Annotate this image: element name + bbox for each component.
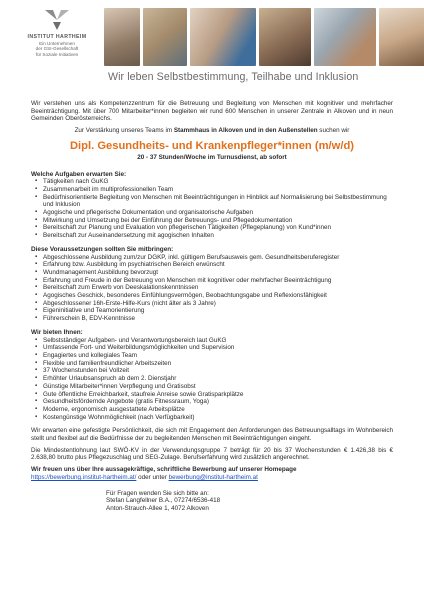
expectation-paragraph: Wir erwarten eine gefestigte Persönlichkeit, die sich mit Engagement den Anforderungen des Betreuungsalltags im Wohnbereich stellt und flexibel auf die Bedürfnisse der zu begleitenden Menschen mit Beeinträchtigungen eingeht. bbox=[31, 427, 393, 443]
list-item: ▪ Abgeschlossene Ausbildung zum/zur DGKP, inkl. gültigem Berufsausweis gem. Gesundheitsberuferegister bbox=[43, 254, 393, 262]
list-item: ▪ Agogische und pflegerische Dokumentation und organisatorische Aufgaben bbox=[43, 209, 393, 217]
application-homepage-link[interactable]: https://bewerbung.institut-hartheim.at/ bbox=[31, 473, 137, 481]
list-item: ▪ Engagiertes und kollegiales Team bbox=[43, 352, 393, 360]
offers-heading: Wir bieten Ihnen: bbox=[31, 328, 83, 336]
logo-subtitle: Ein Unternehmen der GSI-Gesellschaft für Soziale Initiativen bbox=[35, 41, 79, 57]
list-item: ▪ Tätigkeiten nach GuKG bbox=[43, 178, 393, 186]
job-hours: 20 - 37 Stunden/Woche im Turnusdienst, ab sofort bbox=[137, 153, 287, 161]
list-item: ▪ Bereitschaft zur Planung und Evaluation von pflegerischen Tätigkeiten (Pflegeplanung) von Kund*innen bbox=[43, 224, 393, 232]
institut-hartheim-logo-icon bbox=[42, 8, 72, 32]
salary-paragraph: Die Mindestentlohnung laut SWÖ-KV in der Verwendungsgruppe 7 beträgt für 20 bis 37 Wochenstunden € 1.426,38 bis € 2.638,80 brutto plus Pflegezuschlag und SEG-Zulage. Berufserfahrung wird zusätzlich angerechnet. bbox=[31, 446, 393, 462]
list-item: ▪ Erfahrung und Freude in der Betreuung von Menschen mit kognitiver oder mehrfacher Beeinträchtigung bbox=[43, 277, 393, 285]
application-call: Wir freuen uns über Ihre aussagekräftige, schriftliche Bewerbung auf unserer Homepage bbox=[31, 466, 297, 474]
list-item: ▪ Erfahrung bzw. Ausbildung im psychiatrischen Bereich erwünscht bbox=[43, 261, 393, 269]
list-item: ▪ Erhöhter Urlaubsanspruch ab dem 2. Dienstjahr bbox=[43, 375, 393, 383]
list-item: ▪ Flexible und familienfreundlicher Arbeitszeiten bbox=[43, 360, 393, 368]
header-photo bbox=[190, 8, 256, 66]
tasks-list bbox=[31, 178, 393, 240]
list-item: ▪ Zusammenarbeit im multiprofessionellen Team bbox=[43, 186, 393, 194]
list-item: ▪ Mitwirkung und Umsetzung bei der Einführung der Betreuungs- und Pflegedokumentation bbox=[43, 217, 393, 225]
list-item: ▪ Abgeschlossener 16h-Erste-Hilfe-Kurs (nicht älter als 3 Jahre) bbox=[43, 300, 393, 308]
offers-list bbox=[31, 337, 393, 422]
logo-name: INSTITUT HARTHEIM bbox=[27, 34, 87, 40]
list-item: ▪ Günstige Mitarbeiter*innen Verpflegung und Gratisobst bbox=[43, 383, 393, 391]
job-title: Dipl. Gesundheits- und Krankenpfleger*innen (m/w/d) bbox=[69, 139, 355, 152]
list-item: ▪ Selbstständiger Aufgaben- und Verantwortungsbereich laut GuKG bbox=[43, 337, 393, 345]
list-item: ▪ Bereitschaft zum Erwerb von Deeskalationskenntnissen bbox=[43, 284, 393, 292]
list-item: ▪ Moderne, ergonomisch ausgestattete Arbeitsplätze bbox=[43, 406, 393, 414]
header bbox=[0, 0, 424, 92]
list-item: ▪ Gute öffentliche Erreichbarkeit, staufreie Anreise sowie Gratisparkplätze bbox=[43, 391, 393, 399]
application-paragraph: Wir freuen uns über Ihre aussagekräftige, schriftliche Bewerbung auf unserer Homepage https://bewerbung.institut-hartheim.at/ oder unter bewerbung@institut-hartheim.at bbox=[31, 466, 297, 481]
header-photo bbox=[259, 8, 311, 66]
header-photo-strip bbox=[104, 8, 424, 66]
header-photo bbox=[143, 8, 187, 66]
reinforcement-line: Zur Verstärkung unseres Teams im Stammhaus in Alkoven und in den Außenstellen suchen wir bbox=[74, 127, 350, 135]
tasks-heading: Welche Aufgaben erwarten Sie: bbox=[31, 170, 127, 178]
list-item: ▪ Umfassende Fort- und Weiterbildungsmöglichkeiten und Supervision bbox=[43, 344, 393, 352]
list-item: ▪ 37 Wochenstunden bei Vollzeit bbox=[43, 367, 393, 375]
application-email-link[interactable]: bewerbung@institut-hartheim.at bbox=[168, 473, 258, 481]
requirements-heading: Diese Voraussetzungen sollten Sie mitbringen: bbox=[31, 245, 174, 253]
list-item: ▪ Agogisches Geschick, besonderes Einfühlungsvermögen, Beobachtungsgabe und Reflexionsfähigkeit bbox=[43, 292, 393, 300]
list-item: ▪ Führerschein B, EDV-Kenntnisse bbox=[43, 315, 393, 323]
contact-line: Anton-Strauch-Allee 1, 4072 Alkoven bbox=[106, 504, 209, 512]
header-photo bbox=[379, 8, 424, 66]
logo bbox=[20, 8, 94, 57]
contact-block bbox=[106, 490, 393, 513]
list-item: ▪ Bedürfnisorientierte Begleitung von Menschen mit Beeinträchtigungen in Hinblick auf Normalisierung bei Selbstbestimmung und Inklusion bbox=[43, 194, 393, 209]
requirements-list bbox=[31, 254, 393, 323]
contact-line: Für Fragen wenden Sie sich bitte an: bbox=[106, 489, 209, 497]
header-photo bbox=[314, 8, 376, 66]
list-item: ▪ Bereitschaft zur Auseinandersetzung mit agogischen Inhalten bbox=[43, 232, 393, 240]
job-posting bbox=[31, 100, 393, 513]
header-photo bbox=[104, 8, 140, 66]
list-item: ▪ Wundmanagement Ausbildung bevorzugt bbox=[43, 269, 393, 277]
tagline: Wir leben Selbstbestimmung, Teilhabe und Inklusion bbox=[108, 71, 359, 83]
contact-line: Stefan Langfellner B.A., 07274/6536-418 bbox=[106, 497, 221, 505]
list-item: ▪ Gesundheitsfördernde Angebote (gratis Fitnessraum, Yoga) bbox=[43, 398, 393, 406]
list-item: ▪ Kostengünstige Wohnmöglichkeit (nach Verfügbarkeit) bbox=[43, 414, 393, 422]
list-item: ▪ Eigeninitiative und Teamorientierung bbox=[43, 307, 393, 315]
intro-paragraph: Wir verstehen uns als Kompetenzzentrum für die Betreuung und Begleitung von Menschen mit kognitiver und mehrfacher Beeinträchtigung. Mit über 700 Mitarbeiter*innen begleiten wir rund 600 Menschen in unserer Zentrale in Alkoven und in neun Gemeinden Oberösterreichs. bbox=[31, 100, 393, 123]
